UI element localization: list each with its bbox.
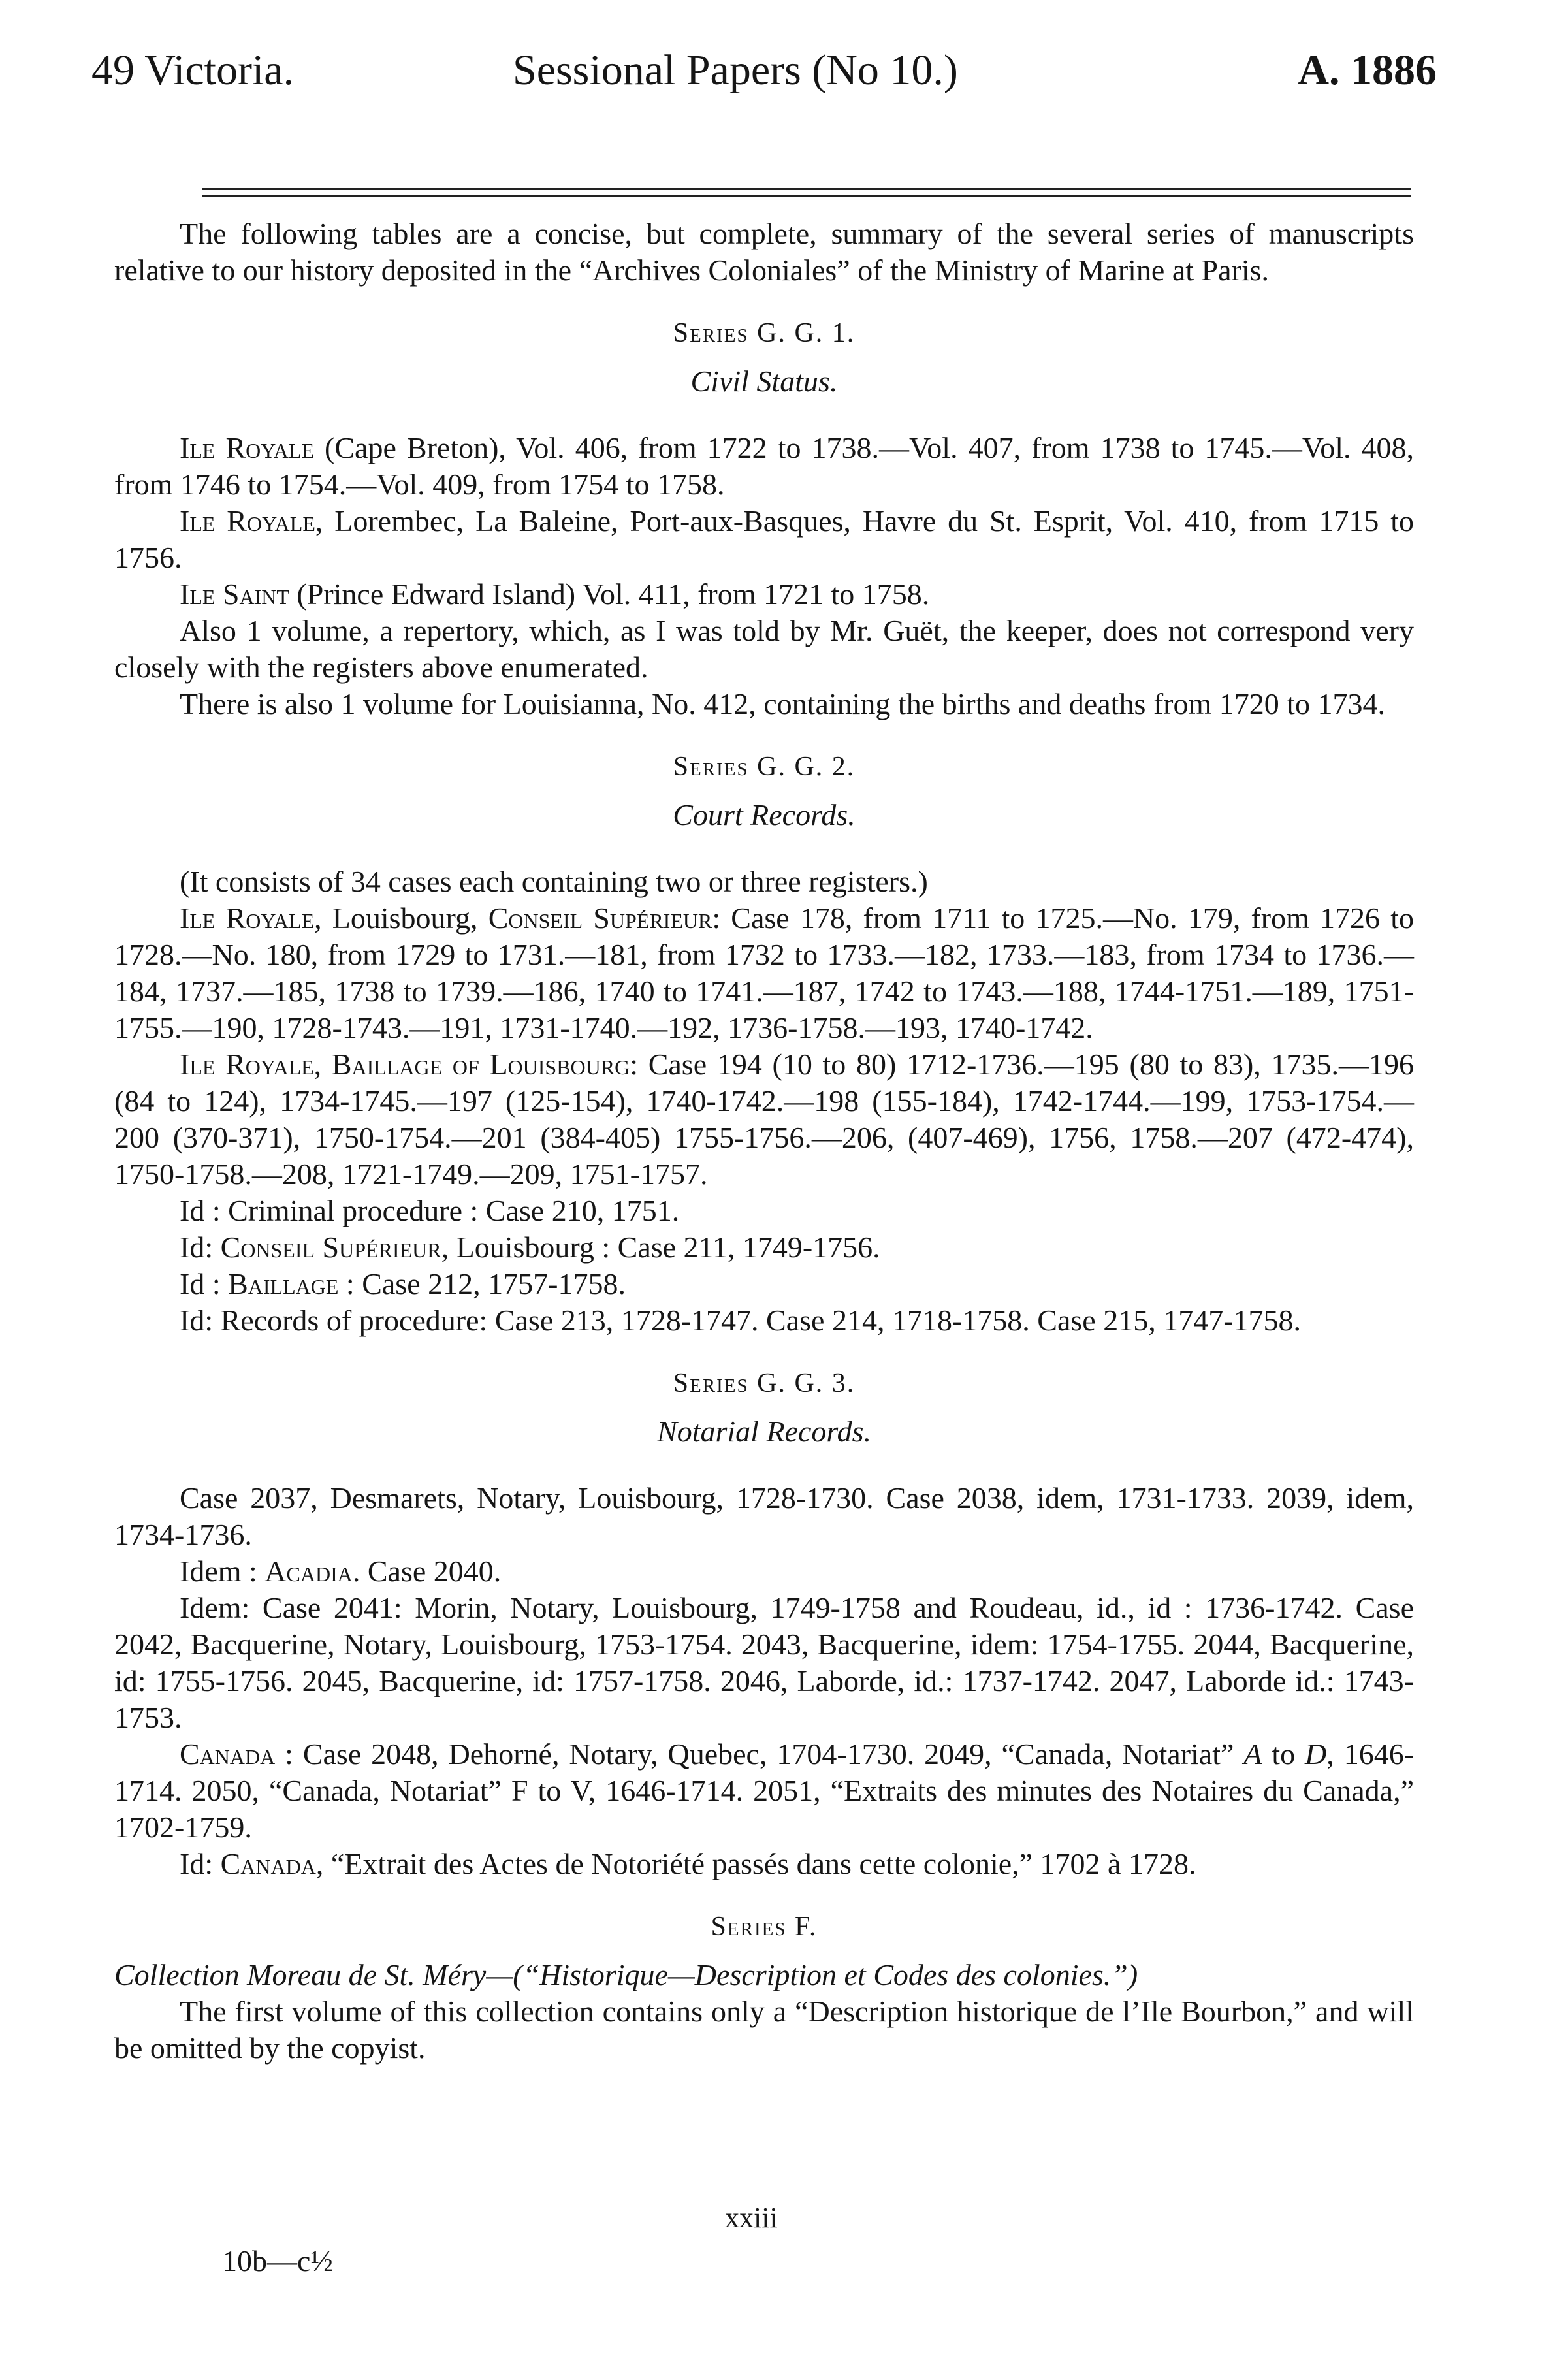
gg2-paragraph-6	[114, 1266, 1414, 1302]
gg2-p2-rest: : Case 178, from 1711 to 1725.—No. 179, from 1726 to 1728.—No. 180, from 1729 to 1731.—181, from 1732 to 1733.—182, 1733.—183, from 1734 to 1736.—184, 1737.—185, 1738 to 1739.—186, 1740 to 1741.—187, 1742 to 1743.—188, 1744-1751.—189, 1751-1755.—190, 1728-1743.—191, 1731-1740.—192, 1736-1758.—193, 1740-1742.	[114, 901, 1414, 1044]
gg2-p2-sc: Conseil Supérieur	[488, 901, 712, 935]
series-gg1-subtitle: Civil Status.	[690, 364, 838, 398]
gg3-p4-it1: A	[1243, 1737, 1262, 1771]
gg1-p2-lead: Ile Royale,	[180, 504, 323, 538]
series-gg2-subtitle: Court Records.	[673, 798, 856, 831]
gg3-p5-a: Id:	[180, 1847, 221, 1880]
header-right: A. 1886	[1298, 46, 1437, 94]
printer-signature: 10b—c½	[222, 2244, 333, 2277]
header-rule-top	[202, 188, 1411, 190]
gg2-p3-rest: : Case 194 (10 to 80) 1712-1736.—195 (80 to 83), 1735.—196 (84 to 124), 1734-1745.—197 (125-154), 1740-1742.—198 (155-184), 1742-1744.—199, 1753-1754.—200 (370-371), 1750-1754.—201 (384-405) 1755-1756.—206, (407-469), 1756, 1758.—207 (472-474), 1750-1758.—208, 1721-1749.—209, 1751-1757.	[114, 1048, 1414, 1191]
gg3-p5-sc: Canada	[220, 1847, 316, 1880]
gg1-paragraph-5: There is also 1 volume for Louisianna, No. 412, containing the births and deaths from 1720 to 1734.	[180, 687, 1386, 720]
gg2-p2-mid: , Louisbourg,	[314, 901, 488, 935]
gg3-p4-sc: Canada	[180, 1737, 276, 1771]
gg1-paragraph-2	[114, 503, 1414, 576]
gg2-paragraph-1: (It consists of 34 cases each containing two or three registers.)	[180, 865, 928, 898]
series-gg3-title: Series G. G. 3.	[673, 1368, 856, 1398]
series-gg3-subtitle: Notarial Records.	[657, 1415, 871, 1448]
gg2-p5-a: Id:	[180, 1230, 221, 1264]
page-header	[91, 46, 1437, 124]
gg2-paragraph-3	[114, 1046, 1414, 1193]
gg2-p6-a: Id :	[180, 1267, 229, 1300]
gg1-p1-rest: (Cape Breton), Vol. 406, from 1722 to 1738.—Vol. 407, from 1738 to 1745.—Vol. 408, from 1746 to 1754.—Vol. 409, from 1754 to 1758.	[114, 431, 1415, 501]
gg3-p4-rest: , 1646-1714. 2050, “Canada, Notariat” F to V, 1646-1714. 2051, “Extraits des minutes des Notaires du Canada,” 1702-1759.	[114, 1737, 1415, 1844]
gg3-p4-b: to	[1262, 1737, 1305, 1771]
gg1-p3-lead: Ile Saint	[180, 577, 289, 611]
series-f-collection-title: Collection Moreau de St. Méry—(“Historique—Description et Codes des colonies.”)	[114, 1958, 1138, 1991]
document-body	[114, 216, 1414, 2066]
gg2-p2-lead: Ile Royale	[180, 901, 315, 935]
gg3-p4-it2: D	[1305, 1737, 1327, 1771]
gg2-paragraph-2	[114, 900, 1414, 1046]
series-f-paragraph: The first volume of this collection contains only a “Description historique de l’Ile Bourbon,” and will be omitted by the copyist.	[114, 1995, 1414, 2065]
gg2-paragraph-7: Id: Records of procedure: Case 213, 1728-1747. Case 214, 1718-1758. Case 215, 1747-1758.	[180, 1304, 1302, 1337]
gg3-p2-rest: Case 2040.	[360, 1554, 502, 1588]
gg2-p3-lead: Ile Royale, Baillage of Louisbourg	[180, 1048, 630, 1081]
gg1-p3-rest: (Prince Edward Island) Vol. 411, from 1721 to 1758.	[289, 577, 930, 611]
gg3-p4-a: : Case 2048, Dehorné, Notary, Quebec, 1704-1730. 2049, “Canada, Notariat”	[275, 1737, 1244, 1771]
gg3-paragraph-2	[114, 1553, 1414, 1590]
gg2-p6-rest: : Case 212, 1757-1758.	[338, 1267, 626, 1300]
gg3-paragraph-1: Case 2037, Desmarets, Notary, Louisbourg, 1728-1730. Case 2038, idem, 1731-1733. 2039, idem, 1734-1736.	[114, 1481, 1414, 1551]
gg1-p1-lead: Ile Royale	[180, 431, 314, 464]
header-rule-bottom	[202, 195, 1411, 197]
header-center: Sessional Papers (No 10.)	[513, 46, 958, 94]
gg3-paragraph-5	[114, 1846, 1414, 1882]
gg1-p2-rest: Lorembec, La Baleine, Port-aux-Basques, Havre du St. Esprit, Vol. 410, from 1715 to 1756.	[114, 504, 1414, 574]
series-f-title: Series F.	[711, 1912, 818, 1942]
gg3-paragraph-3: Idem: Case 2041: Morin, Notary, Louisbourg, 1749-1758 and Roudeau, id., id : 1736-1742. Case 2042, Bacquerine, Notary, Louisbourg, 1753-1754. 2043, Bacquerine, idem: 1754-1755. 2044, Bacquerine, id: 1755-1756. 2045, Bacquerine, id: 1757-1758. 2046, Laborde, id.: 1737-1742. 2047, Laborde id.: 1743-1753.	[114, 1591, 1414, 1734]
series-gg1-title: Series G. G. 1.	[673, 318, 856, 348]
gg1-paragraph-4: Also 1 volume, a repertory, which, as I was told by Mr. Guët, the keeper, does not correspond very closely with the registers above enumerated.	[114, 614, 1414, 684]
gg3-p2-sc: Acadia.	[264, 1554, 360, 1588]
gg2-p5-rest: , Louisbourg : Case 211, 1749-1756.	[441, 1230, 880, 1264]
series-gg2-title: Series G. G. 2.	[673, 752, 856, 782]
header-left: 49 Victoria.	[91, 46, 295, 94]
gg1-paragraph-1	[114, 430, 1414, 503]
gg3-paragraph-4	[114, 1736, 1414, 1846]
gg2-p6-sc: Baillage	[228, 1267, 339, 1300]
gg2-paragraph-5	[114, 1229, 1414, 1266]
intro-paragraph: The following tables are a concise, but complete, summary of the several series of manuscripts relative to our history deposited in the “Archives Coloniales” of the Ministry of Marine at Paris.	[114, 217, 1414, 287]
gg2-paragraph-4: Id : Criminal procedure : Case 210, 1751.	[180, 1194, 680, 1227]
gg1-paragraph-3	[114, 576, 1414, 613]
page-number: xxiii	[725, 2202, 778, 2234]
gg3-p5-rest: , “Extrait des Actes de Notoriété passés dans cette colonie,” 1702 à 1728.	[315, 1847, 1196, 1880]
gg3-p2-a: Idem :	[180, 1554, 265, 1588]
gg2-p5-sc: Conseil Supérieur	[220, 1230, 441, 1264]
